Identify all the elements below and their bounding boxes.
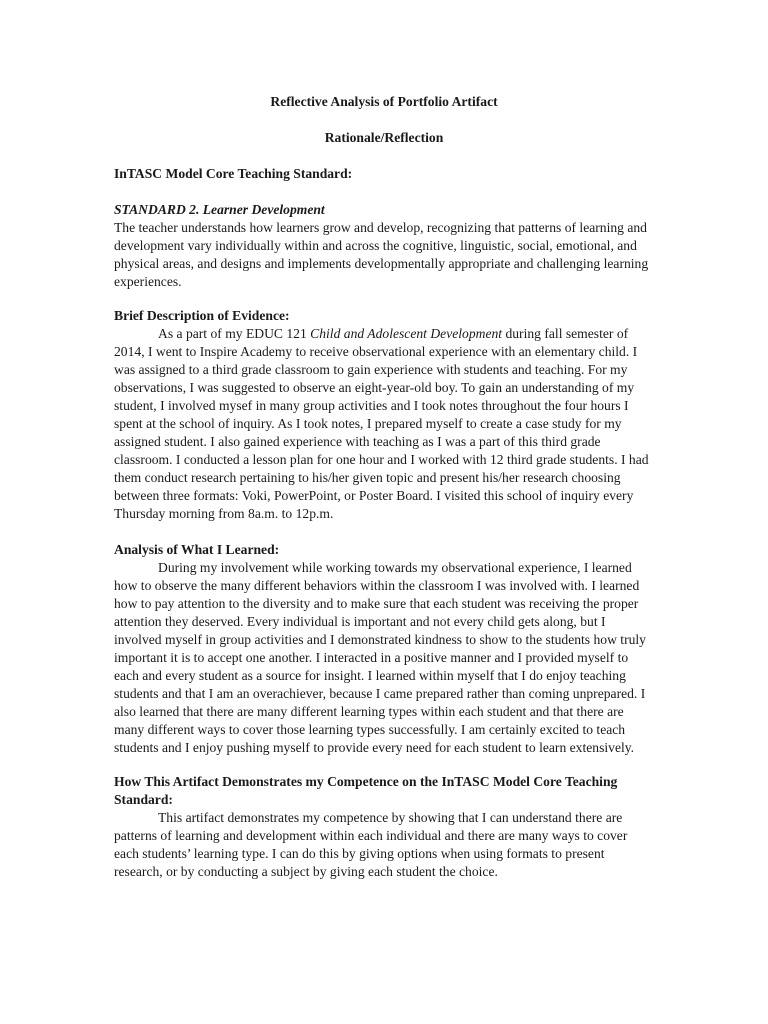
standard-heading: InTASC Model Core Teaching Standard: xyxy=(114,166,353,181)
analysis-heading: Analysis of What I Learned: xyxy=(114,542,280,557)
evidence-course-title: Child and Adolescent Development xyxy=(310,326,503,341)
evidence-intro: As a part of my EDUC 121 xyxy=(158,326,311,341)
document-title: Reflective Analysis of Portfolio Artifact xyxy=(270,94,498,109)
document-subtitle: Rationale/Reflection xyxy=(324,130,444,145)
standard-name: STANDARD 2. Learner Development xyxy=(114,202,325,217)
evidence-text: during fall semester of 2014, I went to Inspire Academy to receive observational experience with an elementary child. I was assigned to a third grade classroom to gain experience with students and teaching. For my observations, I was suggested to observe an eight-year-old boy. To gain an understanding of my student, I involved mysef in many group activities and I took notes throughout the four hours I spent at the school of inquiry. As I took notes, I prepared myself to create a case study for my assigned student. I also gained experience with teaching as I was a part of this third grade classroom. I conducted a lesson plan for one hour and I worked with 12 third grade students. I had them conduct research pertaining to his/her given topic and present his/her research choosing between three formats: Voki, PowerPoint, or Poster Board. I visited this school of inquiry every Thursday morning from 8a.m. to 12p.m. xyxy=(114,326,649,521)
analysis-paragraph: During my involvement while working towards my observational experience, I learned how to observe the many different behaviors within the classroom I was involved with. I learned how to pay attention to the diversity and to make sure that each student was receiving the proper attention they deserved. Every individual is important and not every child gets along, but I involved myself in group activities and I demonstrated kindness to show to the students how truly important it is to accept one another. I interacted in a positive manner and I provided myself to each and every student as a source for insight. I learned within myself that I do enjoy teaching students and that I am an overachiever, because I came prepared rather than coming unprepared. I also learned that there are many different learning types within each student and that there are many different ways to cover those learning types successfully. I am certainly excited to teach students and I enjoy pushing myself to provide every need for each student to learn extensively. xyxy=(114,560,646,755)
competence-paragraph: This artifact demonstrates my competence by showing that I can understand there are patterns of learning and development within each individual and there are many ways to cover each students’ learning type. I can do this by giving options when using formats to present research, or by conducting a subject by giving each student the choice. xyxy=(114,810,628,879)
standard-text: The teacher understands how learners grow and develop, recognizing that patterns of learning and development vary individually within and across the cognitive, linguistic, social, emotional, and physical areas, and designs and implements developmentally appropriate and challenging learning experiences. xyxy=(114,220,649,289)
competence-heading: How This Artifact Demonstrates my Competence on the InTASC Model Core Teaching Standard: xyxy=(114,774,618,807)
document-body xyxy=(114,93,654,881)
evidence-paragraph xyxy=(114,325,654,523)
evidence-heading: Brief Description of Evidence: xyxy=(114,308,290,323)
